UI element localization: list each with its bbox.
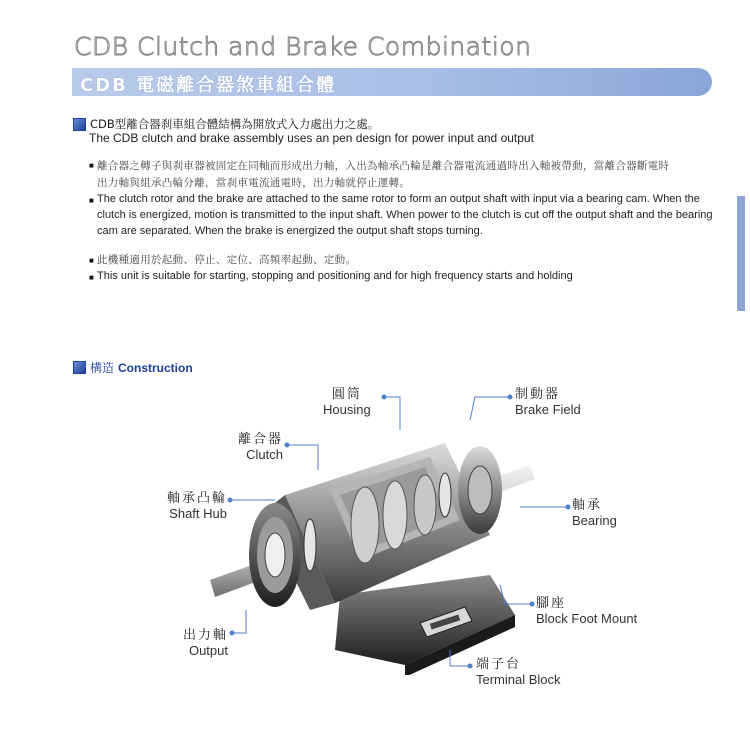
bullet1-zh-line2: 出力軸與組承凸輪分離，當刹車電流通電時，出力軸就停止運轉。: [97, 177, 411, 189]
leader-output: [232, 610, 246, 633]
callout-housing-en: Housing: [323, 401, 371, 417]
callout-shaft-hub-zh: 軸承凸輪: [166, 491, 227, 506]
callout-foot-mount-en: Block Foot Mount: [536, 610, 638, 626]
bullet1-en-line3: cam are separated. When the brake is energized the output shaft stops turning.: [97, 225, 483, 237]
callout-housing-zh: 圓筒: [331, 387, 362, 402]
construction-heading-zh: 構造: [90, 361, 115, 375]
leader-foot-mount: [500, 585, 532, 604]
callout-brake-field-zh: 制動器: [515, 387, 561, 402]
callout-output-en: Output: [188, 642, 228, 658]
leader-housing: [384, 397, 400, 430]
bullet1-zh-line1: 離合器之轉子與刹車器被固定在同軸而形成出力軸，入出為軸承凸輪是離合器電流通過時出入軸被帶動，當離合器斷電時: [97, 160, 670, 172]
callout-terminal-block-en: Terminal Block: [476, 671, 561, 687]
callout-clutch-en: Clutch: [246, 446, 283, 462]
callout-terminal-block-zh: 端子台: [476, 657, 522, 672]
construction-heading-en: Construction: [118, 360, 193, 375]
intro-heading-zh: CDB型離合器刹車組合體結構為開放式入力處出力之處。: [90, 117, 380, 131]
callout-shaft-hub-en: Shaft Hub: [169, 505, 227, 521]
leader-terminal-block: [450, 650, 470, 666]
bullet-icon: ■: [89, 273, 94, 282]
bullet-icon: ■: [89, 256, 94, 265]
callout-output-zh: 出力軸: [182, 628, 228, 643]
bullet1-en-line2: clutch is energized, motion is transmitted to the input shaft. When power to the clutch is cut off the output shaft and the bearing: [97, 209, 713, 221]
page-title: CDB Clutch and Brake Combination: [74, 32, 532, 61]
callout-brake-field-en: Brake Field: [515, 401, 581, 417]
leader-clutch: [287, 445, 318, 470]
title-banner-text: CDB 電磁離合器煞車組合體: [80, 75, 337, 96]
bullet1-en-line1: The clutch rotor and the brake are attached to the same rotor to form an output shaft with input via a bearing cam. When the: [97, 193, 700, 205]
bullet-icon: ■: [89, 196, 94, 205]
callout-clutch-zh: 離合器: [237, 432, 283, 447]
callout-bearing-zh: 軸承: [572, 498, 603, 513]
bullet-icon: ■: [89, 161, 94, 170]
intro-heading-en: The CDB clutch and brake assembly uses an pen design for power input and output: [89, 131, 534, 145]
bullet2-zh: 此機種適用於起動、停止、定位、高頻率起動、定動。: [97, 254, 357, 266]
callout-foot-mount-zh: 腳座: [536, 596, 567, 611]
callout-bearing-en: Bearing: [572, 512, 617, 528]
leader-brake-field: [470, 397, 510, 420]
bullet2-en: This unit is suitable for starting, stopping and positioning and for high frequency starts and holding: [97, 270, 573, 282]
